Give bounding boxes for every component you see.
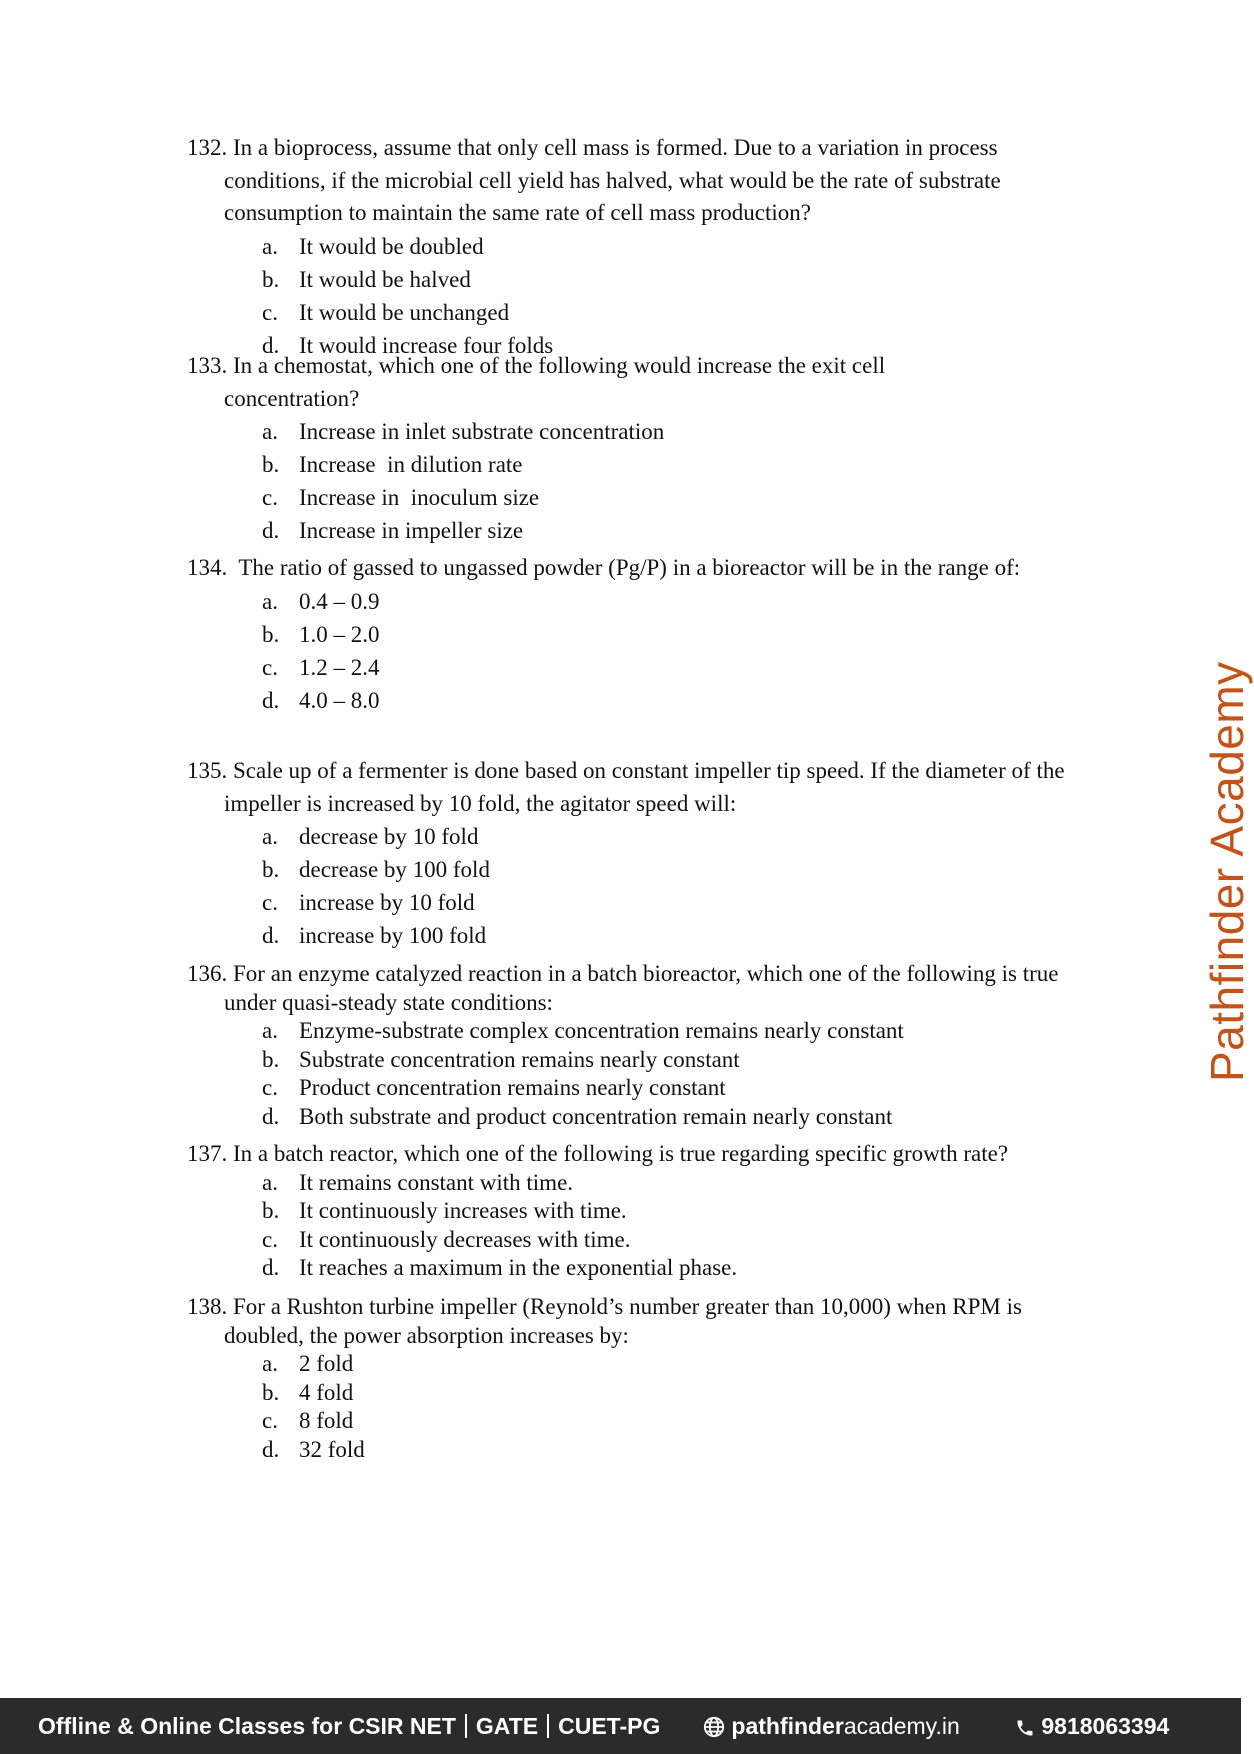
option-text: Increase in dilution rate	[299, 452, 523, 477]
option-letter: a.	[262, 824, 278, 849]
question-stem: 136. For an enzyme catalyzed reaction in a batch bioreactor, which one of the following is true under quasi-steady state conditions:	[187, 961, 1059, 1015]
option-a	[187, 1350, 1087, 1379]
option-c	[187, 886, 1087, 919]
option-a	[187, 1169, 1087, 1198]
option-text: Product concentration remains nearly constant	[299, 1075, 726, 1100]
footer-exam-gate: GATE	[475, 1713, 539, 1739]
option-a	[187, 230, 1087, 263]
option-d	[187, 919, 1087, 952]
question-136	[187, 960, 1087, 1131]
question-stem: 135. Scale up of a fermenter is done based on constant impeller tip speed. If the diameter of the impeller is increased by 10 fold, the agitator speed will:	[187, 758, 1065, 816]
option-d	[187, 1254, 1087, 1283]
footer-tagline: Offline & Online Classes for CSIR NET	[38, 1713, 456, 1739]
option-text: increase by 100 fold	[299, 923, 487, 948]
option-text: decrease by 100 fold	[299, 857, 490, 882]
footer-exam-cuet: CUET-PG	[558, 1713, 661, 1739]
option-letter: a.	[262, 1351, 278, 1376]
footer-tagline-group	[38, 1698, 660, 1754]
option-text: It remains constant with time.	[299, 1169, 574, 1195]
option-a	[187, 1017, 1087, 1046]
option-a	[187, 415, 1087, 448]
footer-bar	[0, 1698, 1241, 1754]
question-135	[187, 755, 1087, 952]
option-b	[187, 448, 1087, 481]
option-text: Enzyme-substrate complex concentration remains nearly constant	[299, 1018, 904, 1043]
option-letter: a.	[262, 588, 278, 614]
option-letter: b.	[262, 1379, 280, 1405]
option-text: 1.2 – 2.4	[299, 654, 380, 680]
options-list	[187, 415, 1087, 547]
option-text: 2 fold	[299, 1351, 354, 1376]
option-c	[187, 651, 1087, 684]
option-letter: c.	[262, 654, 278, 680]
option-text: It would be halved	[299, 266, 471, 292]
option-text: It reaches a maximum in the exponential phase.	[299, 1255, 738, 1280]
globe-icon	[703, 1713, 725, 1739]
question-stem: 133. In a chemostat, which one of the following would increase the exit cell concentration?	[187, 353, 886, 411]
options-list	[187, 1017, 1087, 1131]
option-letter: b.	[262, 1046, 280, 1072]
option-letter: b.	[262, 621, 280, 647]
footer-website[interactable]	[703, 1698, 960, 1754]
question-133	[187, 350, 1087, 547]
question-132	[187, 132, 1087, 362]
options-list	[187, 820, 1087, 952]
option-d	[187, 684, 1087, 717]
option-letter: b.	[262, 857, 280, 882]
option-b	[187, 263, 1087, 296]
divider	[547, 1714, 549, 1738]
option-text: Increase in impeller size	[299, 518, 524, 543]
option-letter: d.	[262, 1436, 280, 1462]
option-letter: c.	[262, 1075, 278, 1100]
question-stem: 132. In a bioprocess, assume that only cell mass is formed. Due to a variation in process conditions, if the microbial cell yield has halved, what would be the rate of substrate consumption to maintain the same rate of cell mass production?	[187, 135, 1001, 225]
option-letter: c.	[262, 299, 278, 325]
option-text: It would be unchanged	[299, 299, 510, 325]
option-text: Increase in inoculum size	[299, 485, 540, 510]
option-b	[187, 853, 1087, 886]
question-stem: 138. For a Rushton turbine impeller (Reynold’s number greater than 10,000) when RPM is doubled, the power absorption increases by:	[187, 1294, 1022, 1348]
option-letter: d.	[262, 1255, 280, 1280]
option-b	[187, 1379, 1087, 1408]
option-letter: d.	[262, 518, 280, 543]
option-d	[187, 514, 1087, 547]
option-text: It would increase four folds	[299, 332, 554, 358]
option-c	[187, 1074, 1087, 1103]
option-letter: d.	[262, 332, 280, 358]
option-letter: d.	[262, 923, 280, 948]
option-text: Both substrate and product concentration remain nearly constant	[299, 1103, 893, 1129]
option-a	[187, 820, 1087, 853]
option-text: increase by 10 fold	[299, 890, 475, 915]
option-letter: a.	[262, 1018, 278, 1043]
option-text: 32 fold	[299, 1436, 365, 1462]
options-list	[187, 585, 1087, 717]
option-text: 0.4 – 0.9	[299, 588, 380, 614]
question-stem: 137. In a batch reactor, which one of the following is true regarding specific growth rate?	[187, 1141, 1009, 1166]
footer-phone[interactable]	[1015, 1698, 1169, 1754]
option-text: 8 fold	[299, 1408, 354, 1433]
option-letter: c.	[262, 890, 278, 915]
option-a	[187, 585, 1087, 618]
phone-number: 9818063394	[1041, 1713, 1170, 1739]
question-138	[187, 1293, 1087, 1464]
option-letter: a.	[262, 419, 278, 444]
option-letter: c.	[262, 1226, 278, 1252]
option-text: It continuously decreases with time.	[299, 1226, 631, 1252]
option-text: It would be doubled	[299, 233, 484, 259]
question-137	[187, 1140, 1087, 1283]
option-text: 4 fold	[299, 1379, 354, 1405]
option-b	[187, 618, 1087, 651]
option-c	[187, 296, 1087, 329]
option-letter: a.	[262, 1169, 278, 1195]
option-b	[187, 1197, 1087, 1226]
options-list	[187, 1169, 1087, 1283]
option-c	[187, 1407, 1087, 1436]
option-c	[187, 1226, 1087, 1255]
phone-icon	[1015, 1713, 1035, 1739]
option-d	[187, 1103, 1087, 1132]
option-text: 4.0 – 8.0	[299, 687, 380, 713]
question-134	[187, 552, 1087, 717]
option-text: Substrate concentration remains nearly constant	[299, 1046, 740, 1072]
option-letter: d.	[262, 687, 280, 713]
option-text: Increase in inlet substrate concentration	[299, 419, 665, 444]
option-letter: b.	[262, 266, 280, 292]
option-letter: b.	[262, 452, 280, 477]
website-brand: pathfinder	[731, 1713, 844, 1739]
question-stem: 134. The ratio of gassed to ungassed powder (Pg/P) in a bioreactor will be in the range of:	[187, 555, 1021, 580]
website-domain: academy.in	[843, 1713, 960, 1739]
option-letter: a.	[262, 233, 278, 259]
option-letter: d.	[262, 1103, 280, 1129]
option-d	[187, 1436, 1087, 1465]
option-text: It continuously increases with time.	[299, 1198, 627, 1223]
option-letter: b.	[262, 1198, 280, 1223]
watermark-text: Pathfinder Academy	[1201, 661, 1253, 1082]
option-text: 1.0 – 2.0	[299, 621, 380, 647]
divider	[465, 1714, 467, 1738]
option-letter: c.	[262, 1408, 278, 1433]
option-c	[187, 481, 1087, 514]
options-list	[187, 230, 1087, 362]
option-text: decrease by 10 fold	[299, 824, 479, 849]
option-letter: c.	[262, 485, 278, 510]
options-list	[187, 1350, 1087, 1464]
option-b	[187, 1046, 1087, 1075]
